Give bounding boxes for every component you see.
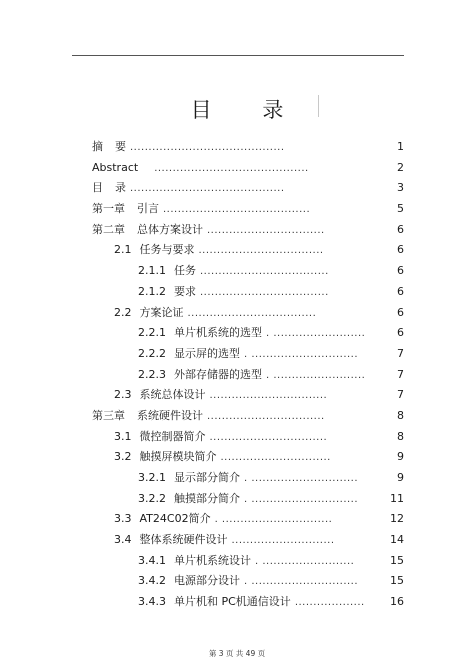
toc-entry-leader: ............................ (231, 535, 335, 547)
toc-entry-leader: ................................... (200, 266, 329, 278)
toc-entry-title: 电源部分设计 (174, 574, 240, 588)
toc-entry-page-number: 2 (397, 160, 404, 174)
toc-entry-page-number: 7 (397, 388, 404, 402)
toc-entry[interactable] (92, 199, 404, 220)
toc-entry-title: 引言 (137, 202, 159, 216)
toc-entry-text (114, 385, 327, 407)
toc-entry-page-number: 8 (397, 408, 404, 422)
toc-entry-leader: . ............................. (244, 473, 359, 484)
toc-entry-number: 2.1 (114, 243, 132, 257)
toc-entry-text (114, 530, 335, 552)
toc-entry[interactable] (92, 551, 404, 572)
table-of-contents (92, 137, 404, 613)
toc-entry-number: 第二章 (92, 222, 125, 236)
toc-entry-leader: ................................... (200, 286, 329, 298)
toc-entry-title: 整体系统硬件设计 (139, 533, 228, 547)
toc-entry-text (114, 427, 327, 449)
toc-entry-page-number: 3 (397, 181, 404, 195)
toc-entry[interactable] (92, 344, 404, 365)
toc-entry-number: 3.4.3 (138, 595, 166, 609)
toc-entry-number: 3.1 (114, 429, 132, 443)
toc-entry-title: 录 (115, 181, 126, 195)
toc-entry-leader: ................... (294, 597, 365, 609)
header-rule (72, 55, 404, 56)
toc-entry-title: AT24C02简介 (139, 512, 211, 526)
toc-entry-leader: .......................................... (130, 183, 285, 195)
toc-entry-text (138, 323, 365, 345)
toc-entry-title: 单片机和 PC机通信设计 (174, 595, 291, 609)
toc-entry-page-number: 7 (397, 346, 404, 360)
toc-entry-leader: .............................. (220, 452, 331, 464)
toc-entry[interactable] (92, 509, 404, 530)
toc-entry[interactable] (92, 427, 404, 448)
toc-entry-title: 单片机系统设计 (174, 553, 251, 567)
toc-entry-leader: ................................ (209, 431, 328, 443)
toc-entry[interactable] (92, 385, 404, 406)
toc-entry-page-number: 15 (390, 553, 404, 567)
toc-entry-number: 2.1.1 (138, 264, 166, 278)
toc-entry-title: 任务与要求 (139, 243, 195, 257)
toc-entry-title: 系统硬件设计 (137, 408, 203, 422)
toc-entry-title: 触摸屏模块简介 (139, 450, 217, 464)
toc-entry[interactable] (92, 406, 404, 427)
toc-entry-title: 方案论证 (139, 305, 184, 319)
toc-entry-page-number: 15 (390, 574, 404, 588)
toc-entry-number: 3.2 (114, 450, 132, 464)
toc-entry[interactable] (92, 489, 404, 510)
toc-entry-text (138, 489, 358, 511)
toc-entry-leader: . ............................. (244, 348, 359, 360)
toc-entry[interactable] (92, 447, 404, 468)
toc-entry-text (138, 468, 358, 490)
toc-entry-page-number: 5 (397, 202, 404, 216)
toc-entry-leader: .......................................... (154, 162, 309, 174)
toc-entry-page-number: 14 (390, 533, 404, 547)
toc-entry[interactable] (92, 571, 404, 592)
toc-entry-page-number: 9 (397, 450, 404, 464)
toc-entry[interactable] (92, 178, 404, 199)
toc-entry-text (138, 344, 358, 366)
toc-entry-text (138, 551, 354, 573)
toc-entry-leader: . ......................... (266, 328, 366, 340)
toc-entry-leader: . ......................... (266, 369, 366, 381)
toc-entry-number: 2.1.2 (138, 284, 166, 298)
page-footer: 第 3 页 共 49 页 (208, 649, 266, 658)
toc-entry-title: 要求 (174, 284, 196, 298)
toc-entry[interactable] (92, 282, 404, 303)
toc-entry-text (92, 158, 309, 180)
toc-entry-text (138, 261, 329, 283)
toc-entry-text (138, 571, 358, 593)
toc-entry-number: 2.2 (114, 305, 132, 319)
toc-entry-title: 总体方案设计 (137, 222, 203, 236)
toc-entry[interactable] (92, 468, 404, 489)
toc-entry-leader: . .............................. (214, 514, 333, 526)
toc-entry-leader: ........................................ (163, 204, 311, 216)
toc-entry-leader: .......................................... (130, 142, 285, 153)
toc-entry-leader: . ............................. (244, 576, 359, 588)
toc-entry-leader: ................................... (187, 307, 317, 319)
toc-entry-leader: ................................ (209, 390, 328, 402)
toc-entry-number: 3.2.1 (138, 471, 166, 484)
toc-entry-number: 3.4 (114, 533, 132, 547)
toc-entry-text (92, 220, 325, 242)
toc-entry-page-number: 12 (390, 512, 404, 526)
toc-entry-page-number: 16 (390, 595, 404, 609)
toc-entry-number: Abstract (92, 160, 139, 174)
toc-entry-page-number: 6 (397, 284, 404, 298)
toc-entry-leader: . ......................... (255, 555, 355, 567)
toc-entry-leader: ................................ (207, 410, 325, 422)
toc-entry-title: 显示屏的选型 (174, 346, 240, 360)
toc-entry-page-number: 6 (397, 326, 404, 340)
toc-entry-number: 摘 (92, 140, 103, 153)
toc-entry-leader: . ............................. (244, 493, 359, 505)
toc-entry-title: 单片机系统的选型 (174, 326, 262, 340)
toc-entry-text (92, 199, 310, 221)
toc-entry-title: 系统总体设计 (139, 388, 206, 402)
toc-entry-text (138, 365, 365, 387)
toc-entry-number: 目 (92, 181, 103, 195)
toc-entry-number: 2.2.1 (138, 326, 166, 340)
toc-entry-title: 微控制器简介 (139, 429, 206, 443)
toc-entry[interactable] (92, 261, 404, 282)
toc-entry-leader: ................................ (207, 224, 325, 236)
toc-entry[interactable] (92, 530, 404, 551)
toc-entry-page-number: 6 (397, 264, 404, 278)
toc-entry-number: 2.2.3 (138, 367, 166, 381)
toc-entry-number: 3.4.2 (138, 574, 166, 588)
toc-entry-title: 触摸部分简介 (174, 491, 240, 505)
toc-entry-page-number: 6 (397, 222, 404, 236)
toc-entry[interactable] (92, 137, 404, 158)
toc-entry-page-number: 11 (390, 491, 404, 505)
toc-entry-page-number: 6 (397, 243, 404, 257)
toc-entry-number: 第三章 (92, 408, 125, 422)
toc-entry-number: 3.2.2 (138, 491, 166, 505)
toc-entry-text (138, 592, 365, 614)
toc-entry[interactable] (92, 592, 404, 613)
toc-entry-title: 任务 (174, 264, 196, 278)
toc-entry-text (114, 447, 331, 469)
toc-entry-title: 外部存储器的选型 (174, 367, 262, 381)
toc-entry-text (92, 137, 285, 159)
toc-entry-page-number: 1 (397, 140, 404, 153)
toc-entry[interactable] (92, 323, 404, 344)
toc-entry[interactable] (92, 158, 404, 179)
toc-entry[interactable] (92, 240, 404, 261)
toc-entry-number: 3.4.1 (138, 553, 166, 567)
toc-entry[interactable] (92, 365, 404, 386)
toc-entry-page-number: 6 (397, 305, 404, 319)
toc-entry-text (114, 240, 324, 262)
toc-entry-text (114, 303, 316, 325)
toc-entry[interactable] (92, 303, 404, 324)
toc-entry-title: 要 (115, 140, 126, 153)
toc-entry-page-number: 9 (397, 471, 404, 484)
toc-entry-number: 第一章 (92, 202, 125, 216)
toc-entry-number: 2.3 (114, 388, 132, 402)
toc-entry-number: 2.2.2 (138, 346, 166, 360)
toc-entry-text (114, 509, 332, 531)
toc-entry-leader: .................................. (198, 245, 324, 257)
toc-entry-text (92, 406, 325, 428)
toc-entry-number: 3.3 (114, 512, 132, 526)
toc-entry-page-number: 8 (397, 429, 404, 443)
toc-entry-text (138, 282, 329, 304)
toc-entry-title: 显示部分简介 (174, 471, 240, 484)
toc-entry-page-number: 7 (397, 367, 404, 381)
toc-entry[interactable] (92, 220, 404, 241)
toc-heading: 目 录 (190, 98, 306, 122)
toc-entry-text (92, 178, 285, 200)
